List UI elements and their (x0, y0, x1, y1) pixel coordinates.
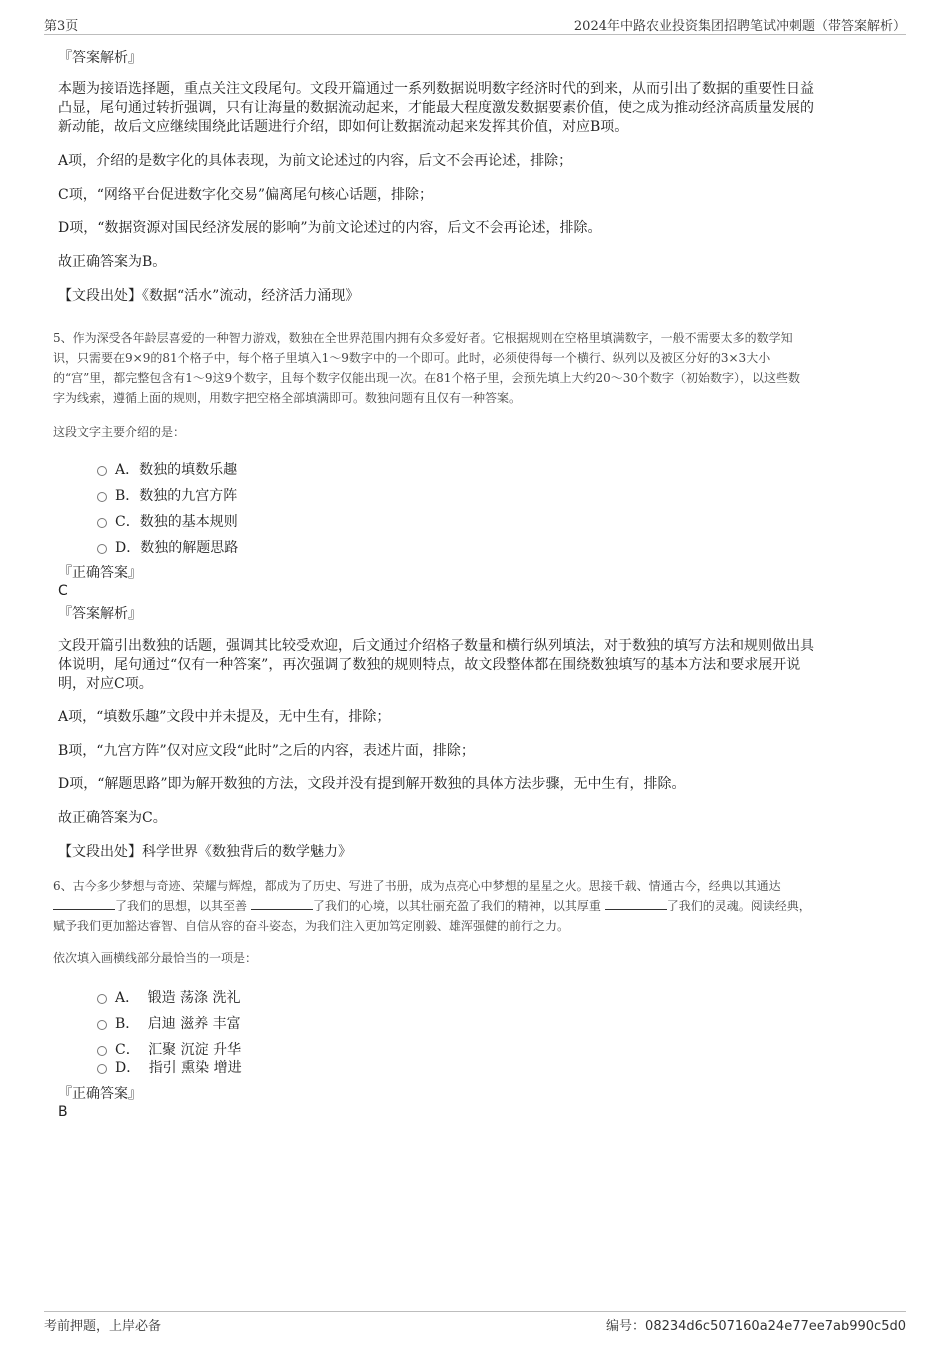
q4-note-a: A项，介绍的是数字化的具体表现，为前文论述过的内容，后文不会再论述，排除； (58, 153, 573, 169)
q5-source: 【文段出处】科学世界《数独背后的数学魅力》 (58, 844, 352, 860)
q6-blank-3 (605, 897, 667, 910)
q6-option-d[interactable] (115, 1057, 242, 1077)
q4-note-d: D项，“数据资源对国民经济发展的影响”为前文论述过的内容，后文不会再论述，排除。 (58, 220, 602, 236)
q6-option-c-radio[interactable] (97, 1046, 107, 1056)
document-title: 2024年中路农业投资集团招聘笔试冲刺题（带答案解析） (573, 19, 906, 34)
q6-answer-label: 『正确答案』 (58, 1086, 142, 1102)
q6-option-d-text: 指引 熏染 增进 (148, 1060, 242, 1076)
q5-stem-line-1: 5、作为深受各年龄层喜爱的一种智力游戏，数独在全世界范围内拥有众多爱好者。它根据规则在空格里填满数字，一般不需要太多的数学知 (53, 331, 793, 345)
q5-option-d[interactable]: D．数独的解题思路 (115, 540, 239, 556)
document-id-label: 编号： (606, 1319, 646, 1334)
page-number: 第3页 (44, 19, 79, 34)
q5-analysis-line-1: 文段开篇引出数独的话题，强调其比较受欢迎，后文通过介绍格子数量和横行纵列填法，对于数独的填写方法和规则做出具 (58, 638, 814, 654)
q4-analysis-line-2: 凸显，尾句通过转折强调，只有让海量的数据流动起来，才能最大程度激发数据要素价值，使之成为推动经济高质量发展的 (58, 100, 814, 116)
q5-conclusion: 故正确答案为C。 (58, 810, 167, 826)
q6-option-a-text: 锻造 荡涤 洗礼 (147, 990, 241, 1006)
q5-option-b-radio[interactable] (97, 492, 107, 502)
q6-option-c[interactable] (115, 1039, 241, 1059)
q5-stem-line-2: 识，只需要在9×9的81个格子中，每个格子里填入1～9数字中的一个即可。此时，必须使得每一个横行、纵列以及被区分好的3×3大小 (53, 351, 771, 365)
q5-option-a[interactable]: A．数独的填数乐趣 (115, 462, 238, 478)
q5-option-b[interactable]: B．数独的九宫方阵 (115, 488, 238, 504)
q6-question: 依次填入画横线部分最恰当的一项是： (53, 951, 258, 965)
footer-divider (44, 1311, 906, 1312)
q5-analysis-label: 『答案解析』 (58, 606, 142, 622)
q6-option-b[interactable] (115, 1013, 241, 1033)
q5-stem-line-4: 字为线索，遵循上面的规则，用数字把空格全部填满即可。数独问题有且仅有一种答案。 (53, 391, 522, 405)
q6-stem-part-1: 了我们的思想，以其至善 (115, 899, 248, 913)
q5-question: 这段文字主要介绍的是： (53, 425, 186, 439)
q6-stem-line-3: 赋予我们更加豁达睿智、自信从容的奋斗姿态，为我们注入更加笃定刚毅、雄浑强健的前行之力。 (53, 919, 570, 933)
q4-analysis-line-3: 新动能，故后文应继续围绕此话题进行介绍，即如何让数据流动起来发挥其价值，对应B项。 (58, 119, 629, 135)
q6-option-a[interactable] (115, 987, 240, 1007)
q6-option-d-letter: D． (115, 1060, 141, 1076)
q5-analysis-line-2: 体说明，尾句通过“仅有一种答案”，再次强调了数独的规则特点，故文段整体都在围绕数独填写的基本方法和要求展开说 (58, 657, 801, 673)
q4-conclusion: 故正确答案为B。 (58, 254, 167, 270)
q5-option-a-radio[interactable] (97, 466, 107, 476)
q6-stem-line-1: 6、古今多少梦想与奇迹、荣耀与辉煌，都成为了历史、写进了书册，成为点亮心中梦想的星星之火。思接千载、情通古今，经典以其通达 (53, 879, 781, 893)
q6-stem-part-3: 了我们的灵魂。阅读经典， (666, 899, 811, 913)
header-divider (44, 34, 906, 35)
q4-analysis-label: 『答案解析』 (58, 50, 142, 66)
q6-option-a-letter: A． (115, 990, 140, 1006)
q6-option-b-radio[interactable] (97, 1020, 107, 1030)
q5-answer-label: 『正确答案』 (58, 565, 142, 581)
q6-option-d-radio[interactable] (97, 1064, 107, 1074)
q5-option-c-radio[interactable] (97, 518, 107, 528)
q5-stem-line-3: 的“宫”里，都完整包含有1～9这9个数字，且每个数字仅能出现一次。在81个格子里，会预先填上大约20～30个数字（初始数字），以这些数 (53, 371, 800, 385)
q6-blank-2 (251, 897, 313, 910)
q6-option-c-letter: C． (115, 1042, 140, 1058)
q6-option-a-radio[interactable] (97, 994, 107, 1004)
q5-option-c[interactable]: C．数独的基本规则 (115, 514, 238, 530)
q6-answer: B (58, 1104, 68, 1120)
q5-analysis-line-3: 明，对应C项。 (58, 676, 153, 692)
q5-note-a: A项，“填数乐趣”文段中并未提及，无中生有，排除； (58, 709, 391, 725)
q5-option-d-radio[interactable] (97, 544, 107, 554)
document-id-value: 08234d6c507160a24e77ee7ab990c5d0 (645, 1319, 906, 1334)
q4-note-c: C项，“网络平台促进数字化交易”偏离尾句核心话题，排除； (58, 187, 434, 203)
q5-answer: C (58, 583, 68, 599)
q6-option-c-text: 汇聚 沉淀 升华 (148, 1042, 242, 1058)
q6-option-b-letter: B． (115, 1016, 140, 1032)
q4-analysis-line-1: 本题为接语选择题，重点关注文段尾句。文段开篇通过一系列数据说明数字经济时代的到来，从而引出了数据的重要性日益 (58, 81, 814, 97)
footer-slogan: 考前押题，上岸必备 (44, 1319, 162, 1334)
q6-blank-1 (53, 897, 115, 910)
q6-stem-part-2: 了我们的心境，以其壮丽充盈了我们的精神，以其厚重 (312, 899, 601, 913)
document-id (606, 1315, 906, 1334)
q5-note-b: B项，“九宫方阵”仅对应文段“此时”之后的内容，表述片面，排除； (58, 743, 475, 759)
q4-source: 【文段出处】《数据“活水”流动，经济活力涌现》 (58, 288, 360, 304)
q5-note-d: D项，“解题思路”即为解开数独的方法，文段并没有提到解开数独的具体方法步骤，无中生有，排除。 (58, 776, 686, 792)
q6-option-b-text: 启迪 滋养 丰富 (147, 1016, 241, 1032)
q6-stem-line-2 (53, 896, 811, 917)
